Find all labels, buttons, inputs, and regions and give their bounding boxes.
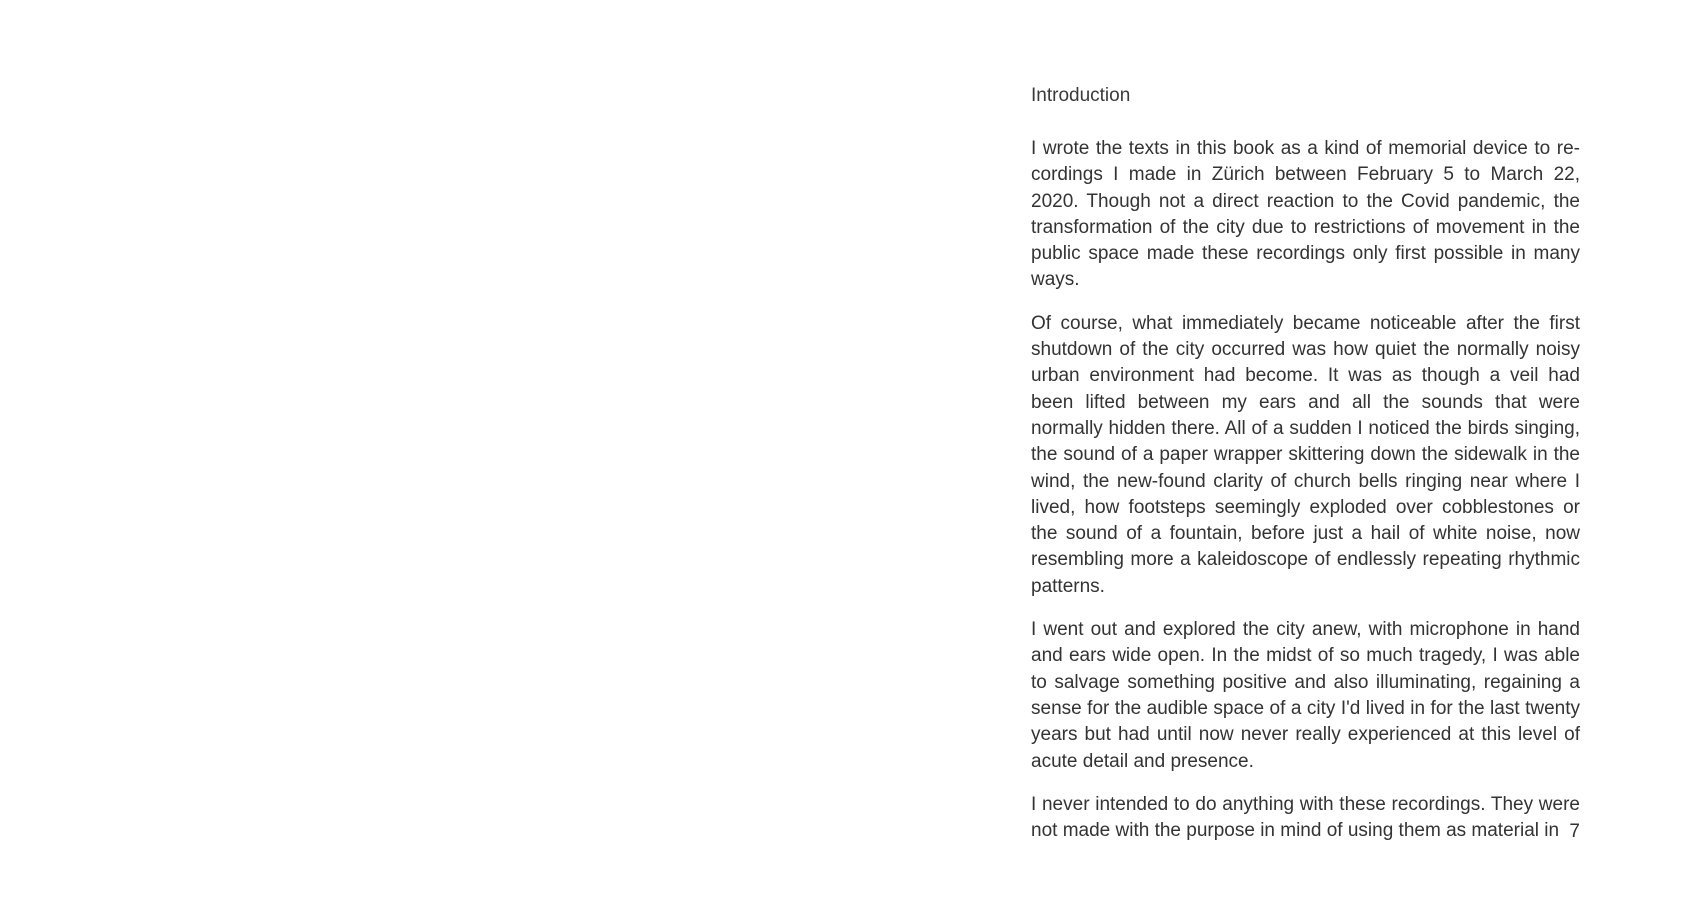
- paragraph-1: I wrote the texts in this book as a kind of memorial device to recordings I made in Zürich between February 5 to March 22, 2020. Though not a direct reaction to the Covid pandemic, the transformation of the city due to restrictions of movement in the public space made these recordings only first possible in many ways.: [1031, 138, 1580, 291]
- page-number: 7: [1569, 821, 1580, 842]
- text-block: [1031, 83, 1580, 842]
- paragraph-2: Of course, what immediately became noticeable after the first shutdown of the city occurred was how quiet the normally noisy urban environment had become. It was as though a veil had been lifted between my ears and all the sounds that were normally hidden there. All of a sudden I noticed the birds singing, the sound of a paper wrapper skittering down the sidewalk in the wind, the new-found clarity of church bells ringing near where I lived, how footsteps seemingly exploded over cobblestones or the sound of a fountain, before just a hail of white noise, now resembling more a kaleidoscope of endlessly repeating rhythmic patterns.: [1031, 312, 1580, 597]
- right-page: [844, 0, 1688, 904]
- paragraph-4: I never intended to do anything with these recordings. They were not made with the purpose in mind of using them as material in: [1031, 793, 1580, 842]
- paragraph-3: I went out and explored the city anew, with microphone in hand and ears wide open. In the midst of so much tragedy, I was able to salvage something positive and also illuminating, regaining a sense for the audible space of a city I'd lived in for the last twenty years but had until now never really experienced at this level of acute detail and presence.: [1031, 619, 1580, 772]
- chapter-title: Introduction: [1031, 85, 1131, 106]
